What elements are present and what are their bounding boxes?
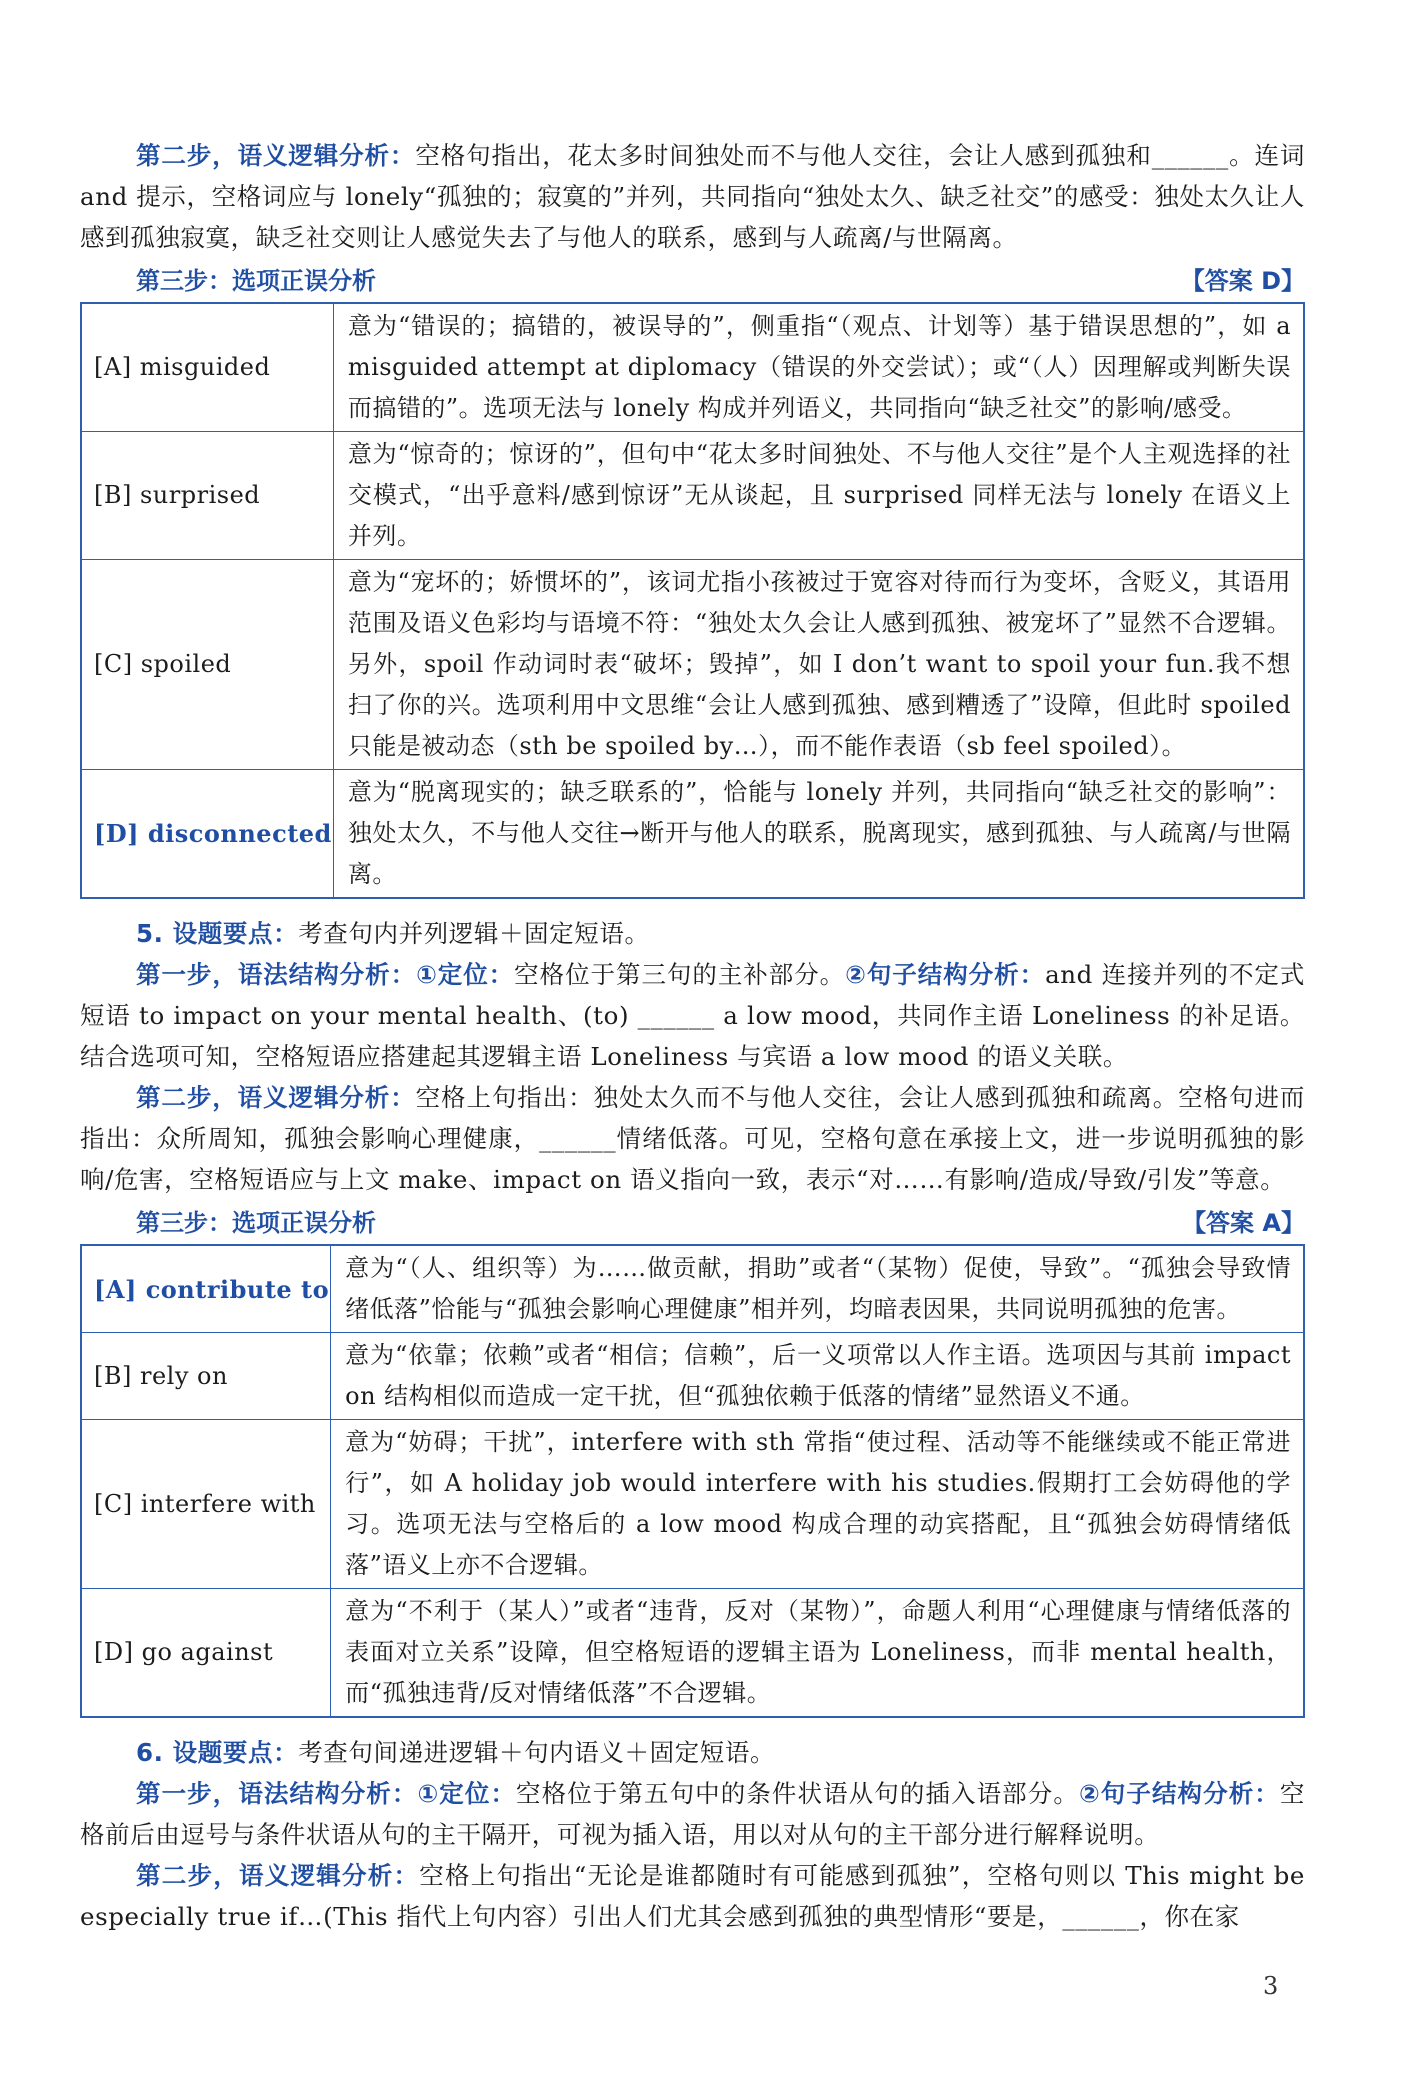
q5-step3-heading: 第三步：选项正误分析 bbox=[136, 1208, 376, 1237]
option-explanation: 意为“（人、组织等）为……做贡献，捐助”或者“（某物）促使，导致”。“孤独会导致情绪低落”恰能与“孤独会影响心理健康”相并列，均暗表因果，共同说明孤独的危害。 bbox=[331, 1245, 1304, 1333]
q5-step1-text2: and 连接并列的不定式短语 to impact on your mental health、(to) ______ a low mood，共同作主语 Loneliness 的补足语。结合选项可知，空格短语应搭建起其逻辑主语 Loneliness 与宾语 a low mood 的语义关联。 bbox=[80, 960, 1305, 1071]
q5-step2-heading: 第二步，语义逻辑分析： bbox=[136, 1083, 416, 1112]
q6-step1-heading: 第一步，语法结构分析： bbox=[136, 1779, 418, 1808]
option-explanation: 意为“宠坏的；娇惯坏的”，该词尤指小孩被过于宽容对待而行为变坏，含贬义，其语用范围及语义色彩均与语境不符：“独处太久会让人感到孤独、被宠坏了”显然不合逻辑。另外，spoil 作动词时表“破坏；毁掉”，如 I don’t want to spoil your fun.我不想扫了你的兴。选项利用中文思维“会让人感到孤独、感到糟透了”设障，但此时 spoiled 只能是被动态（sth be spoiled by…），而不能作表语（sb feel spoiled）。 bbox=[333, 560, 1304, 770]
q5-step2-text: 空格上句指出：独处太久而不与他人交往，会让人感到孤独和疏离。空格句进而指出：众所周知，孤独会影响心理健康，______情绪低落。可见，空格句意在承接上文，进一步说明孤独的影响/危害，空格短语应与上文 make、impact on 语义指向一致，表示“对……有影响/造成/导致/引发”等意。 bbox=[80, 1083, 1305, 1194]
table-row bbox=[81, 432, 1304, 560]
q6-point-text: 考查句间递进逻辑＋句内语义＋固定短语。 bbox=[298, 1738, 776, 1767]
option-label: [C] interfere with bbox=[81, 1420, 331, 1589]
option-label-correct: [D] disconnected bbox=[81, 770, 333, 899]
q6-point-paragraph bbox=[80, 1732, 1305, 1773]
option-label: [A] misguided bbox=[81, 303, 333, 432]
option-explanation: 意为“脱离现实的；缺乏联系的”，恰能与 lonely 并列，共同指向“缺乏社交的影响”：独处太久，不与他人交往→断开与他人的联系，脱离现实，感到孤独、与人疏离/与世隔离。 bbox=[333, 770, 1304, 899]
q6-step1-text1: 空格位于第五句中的条件状语从句的插入语部分。 bbox=[516, 1779, 1079, 1808]
table-row bbox=[81, 303, 1304, 432]
option-explanation: 意为“惊奇的；惊讶的”，但句中“花太多时间独处、不与他人交往”是个人主观选择的社交模式，“出乎意料/感到惊讶”无从谈起，且 surprised 同样无法与 lonely 在语义上并列。 bbox=[333, 432, 1304, 560]
q6-step2-text: 空格上句指出“无论是谁都随时有可能感到孤独”，空格句则以 This might be especially true if…(This 指代上句内容）引出人们尤其会感到孤独的典型情形“要是，______，你在家 bbox=[80, 1861, 1305, 1931]
q5-answer-badge: 【答案 A】 bbox=[1182, 1208, 1305, 1237]
q6-step1-sub1: ①定位： bbox=[417, 1779, 517, 1808]
table-row bbox=[81, 1589, 1304, 1718]
option-explanation: 意为“错误的；搞错的，被误导的”，侧重指“（观点、计划等）基于错误思想的”，如 a misguided attempt at diplomacy（错误的外交尝试）；或“（人）因理解或判断失误而搞错的”。选项无法与 lonely 构成并列语义，共同指向“缺乏社交”的影响/感受。 bbox=[333, 303, 1304, 432]
q5-options-table bbox=[80, 1244, 1305, 1718]
option-label: [B] surprised bbox=[81, 432, 333, 560]
option-label: [B] rely on bbox=[81, 1333, 331, 1420]
q4-options-table bbox=[80, 302, 1305, 899]
option-explanation: 意为“不利于（某人）”或者“违背，反对（某物）”，命题人利用“心理健康与情绪低落的表面对立关系”设障，但空格短语的逻辑主语为 Loneliness，而非 mental health，而“孤独违背/反对情绪低落”不合逻辑。 bbox=[331, 1589, 1304, 1718]
table-row bbox=[81, 770, 1304, 899]
q5-step1-sub1: ①定位： bbox=[416, 960, 515, 989]
option-label-correct: [A] contribute to bbox=[81, 1245, 331, 1333]
page-number: 3 bbox=[1263, 1972, 1279, 2000]
q4-step2-heading: 第二步，语义逻辑分析： bbox=[136, 141, 416, 170]
q5-point-paragraph bbox=[80, 913, 1305, 954]
option-label: [C] spoiled bbox=[81, 560, 333, 770]
q5-step2-paragraph bbox=[80, 1077, 1305, 1200]
table-row bbox=[81, 1420, 1304, 1589]
option-explanation: 意为“妨碍；干扰”，interfere with sth 常指“使过程、活动等不能继续或不能正常进行”，如 A holiday job would interfere with his studies.假期打工会妨碍他的学习。选项无法与空格后的 a low mood 构成合理的动宾搭配，且“孤独会妨碍情绪低落”语义上亦不合逻辑。 bbox=[331, 1420, 1304, 1589]
option-label: [D] go against bbox=[81, 1589, 331, 1718]
q5-point-heading: 5. 设题要点： bbox=[136, 919, 299, 948]
q4-step3-header bbox=[80, 258, 1305, 298]
option-explanation: 意为“依靠；依赖”或者“相信；信赖”，后一义项常以人作主语。选项因与其前 impact on 结构相似而造成一定干扰，但“孤独依赖于低落的情绪”显然语义不通。 bbox=[331, 1333, 1304, 1420]
q4-step3-heading: 第三步：选项正误分析 bbox=[136, 266, 376, 295]
q5-point-text: 考查句内并列逻辑＋固定短语。 bbox=[298, 919, 650, 948]
q6-point-heading: 6. 设题要点： bbox=[136, 1738, 299, 1767]
q4-step2-paragraph bbox=[80, 135, 1305, 258]
table-row bbox=[81, 1333, 1304, 1420]
q6-step1-sub2: ②句子结构分析： bbox=[1078, 1779, 1280, 1808]
q6-step2-heading: 第二步，语义逻辑分析： bbox=[136, 1861, 420, 1890]
q5-step1-heading: 第一步，语法结构分析： bbox=[136, 960, 417, 989]
q4-step2-text: 空格句指出，花太多时间独处而不与他人交往，会让人感到孤独和______。连词 and 提示，空格词应与 lonely“孤独的；寂寞的”并列，共同指向“独处太久、缺乏社交”的感受：独处太久让人感到孤独寂寞，缺乏社交则让人感觉失去了与他人的联系，感到与人疏离/与世隔离。 bbox=[80, 141, 1305, 252]
page-content bbox=[80, 0, 1305, 1937]
table-row bbox=[81, 560, 1304, 770]
table-row bbox=[81, 1245, 1304, 1333]
q5-step1-text1: 空格位于第三句的主补部分。 bbox=[514, 960, 846, 989]
q6-step1-paragraph bbox=[80, 1773, 1305, 1855]
q5-step1-paragraph bbox=[80, 954, 1305, 1077]
q5-step3-header bbox=[80, 1200, 1305, 1240]
q6-step2-paragraph bbox=[80, 1855, 1305, 1937]
q4-answer-badge: 【答案 D】 bbox=[1180, 266, 1305, 295]
q6-step1-text2: 空格前后由逗号与条件状语从句的主干隔开，可视为插入语，用以对从句的主干部分进行解释说明。 bbox=[80, 1779, 1305, 1849]
q5-step1-sub2: ②句子结构分析： bbox=[845, 960, 1046, 989]
